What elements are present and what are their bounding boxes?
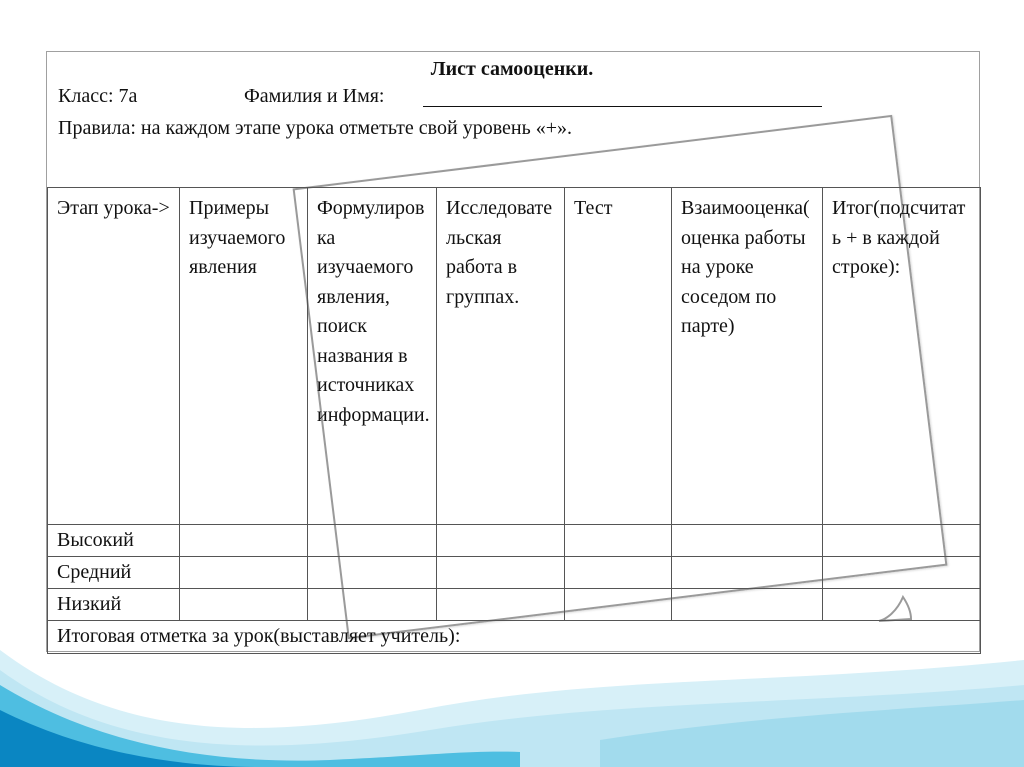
rules-text: Правила: на каждом этапе урока отметьте свой уровень «+». (58, 117, 572, 139)
header-cell: Взаимооценка( оценка работы на уроке соседом по парте) (672, 188, 823, 525)
level-label: Высокий (48, 525, 180, 557)
level-label: Низкий (48, 589, 180, 621)
header-cell: Этап урока-> (48, 188, 180, 525)
mark-cell[interactable] (180, 589, 308, 621)
mark-cell[interactable] (823, 557, 981, 589)
mark-cell[interactable] (823, 525, 981, 557)
class-label: Класс: 7а (58, 85, 138, 107)
mark-cell[interactable] (180, 525, 308, 557)
header-cell: Итог(подсчитать + в каждой строке): (823, 188, 981, 525)
mark-cell[interactable] (308, 589, 437, 621)
mark-cell[interactable] (823, 589, 981, 621)
final-grade-row (48, 621, 981, 654)
mark-cell[interactable] (437, 589, 565, 621)
name-field-line[interactable] (423, 106, 822, 107)
mark-cell[interactable] (672, 589, 823, 621)
mark-cell[interactable] (308, 525, 437, 557)
mark-cell[interactable] (180, 557, 308, 589)
sheet-title: Лист самооценки. (430, 58, 594, 80)
mark-cell[interactable] (672, 557, 823, 589)
mark-cell[interactable] (437, 525, 565, 557)
header-cell: Формулировка изучаемого явления, поиск названия в источниках информации. (308, 188, 437, 525)
mark-cell[interactable] (308, 557, 437, 589)
table-row (48, 557, 981, 589)
header-cell: Тест (565, 188, 672, 525)
mark-cell[interactable] (565, 525, 672, 557)
self-assessment-table (47, 187, 981, 654)
mark-cell[interactable] (437, 557, 565, 589)
level-label: Средний (48, 557, 180, 589)
mark-cell[interactable] (565, 589, 672, 621)
name-label: Фамилия и Имя: (244, 85, 385, 107)
header-cell: Исследовательская работа в группах. (437, 188, 565, 525)
final-grade-label[interactable]: Итоговая отметка за урок(выставляет учитель): (48, 621, 981, 654)
table-row (48, 589, 981, 621)
table-row (48, 525, 981, 557)
mark-cell[interactable] (672, 525, 823, 557)
header-cell: Примеры изучаемого явления (180, 188, 308, 525)
mark-cell[interactable] (565, 557, 672, 589)
table-header-row (48, 188, 981, 525)
